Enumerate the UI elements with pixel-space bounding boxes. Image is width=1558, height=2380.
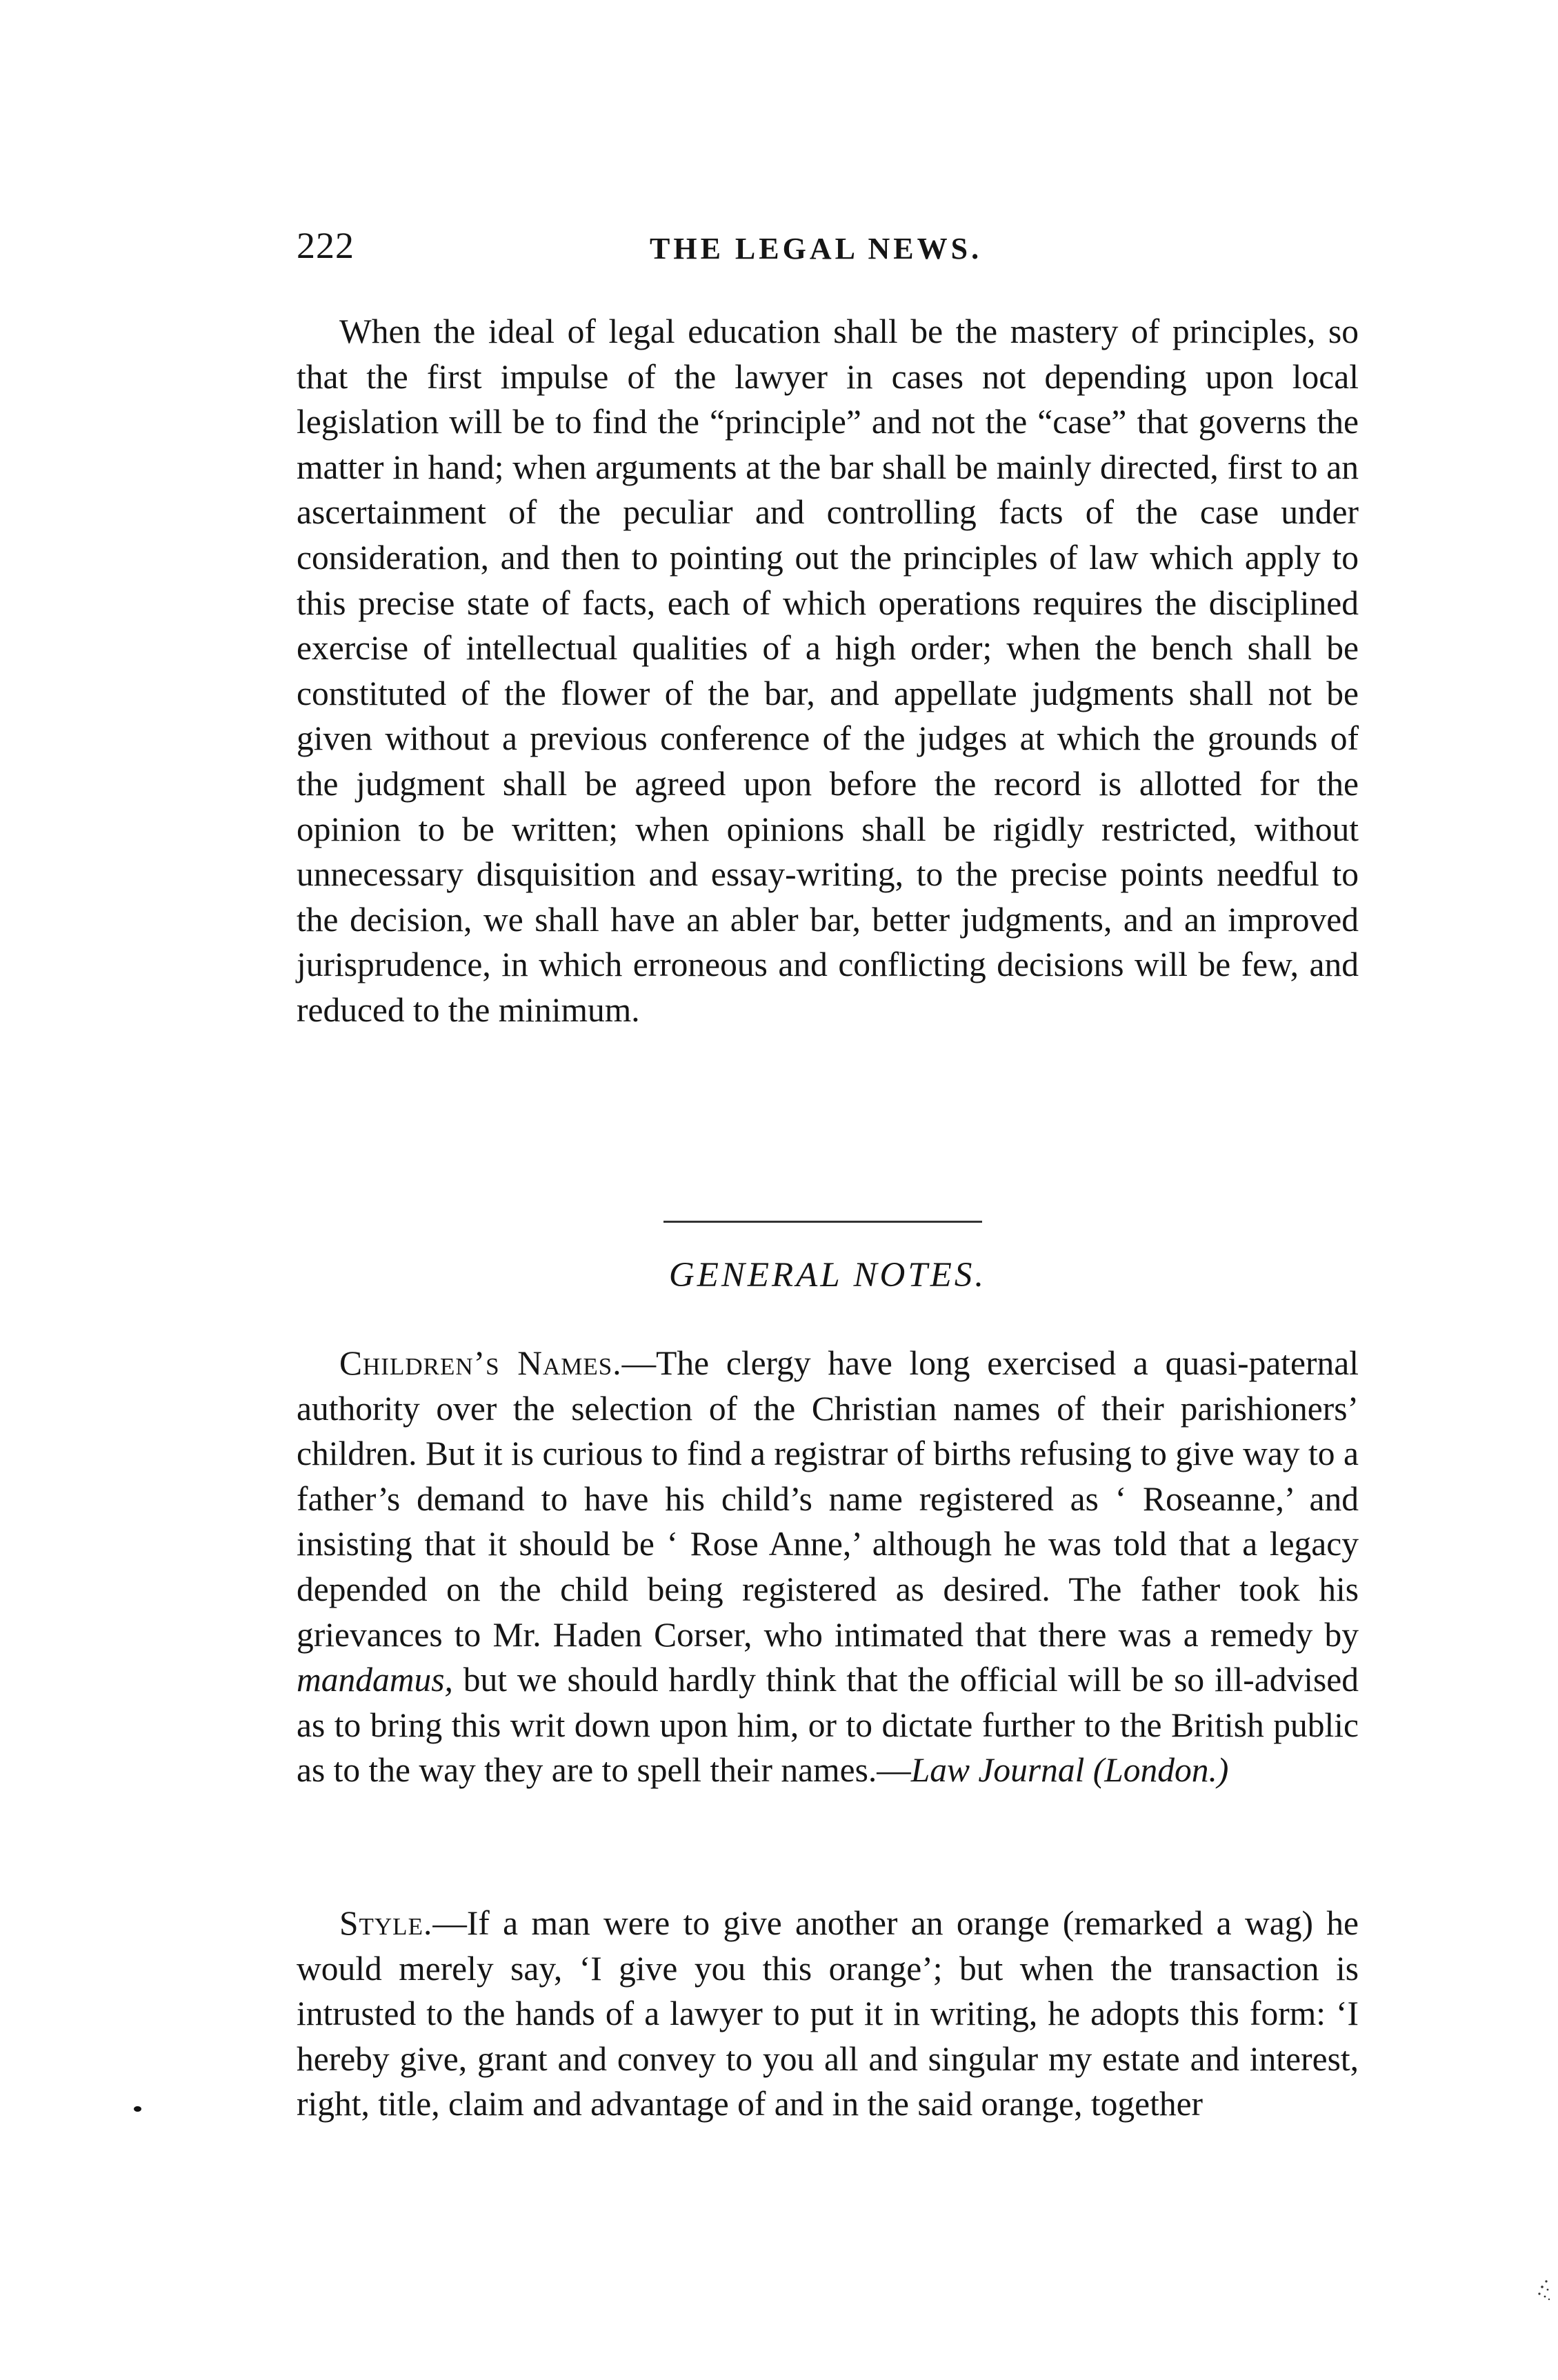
section-title: GENERAL NOTES. [668,1256,987,1294]
note-heading: Style. [339,1904,433,1942]
italic-term: mandamus, [297,1661,453,1699]
paragraph-text: When the ideal of legal education shall be the mastery of principles, so that the first impulse of the lawyer in cases not depending upon local legislation will be to find the “principle” and not the “case” that governs the matter in hand; when arguments at the bar shall be mainly directed, first to an ascertainment of the peculiar and controlling facts of the case under consideration, and then to pointing out the principles of law which apply to this precise state of facts, each of which operations requires the disciplined exercise of intellectual qualities of a high order; when the bench shall be constituted of the flower of the bar, and appellate judgments shall not be given without a previous conference of the judges at which the grounds of the judgment shall be agreed upon before the record is allotted for the opinion to be written; when opinions shall be rigidly restricted, without unnecessary disquisition and essay-writing, to the precise points needful to the decision, we shall have an abler bar, better judgments, and an improved jurisprudence, in which erroneous and conflicting decisions will be few, and reduced to the minimum. [297,312,1359,1029]
running-head: THE LEGAL NEWS. [650,232,983,266]
corner-ink-marks [1532,2276,1553,2303]
legal-education-paragraph [297,309,1359,1033]
note-text: —The clergy have long exercised a quasi-paternal authority over the selection of the Christian names of their parishioners’ children. But it is curious to find a registrar of births refusing to give way to a father’s demand to have his child’s name registered as ‘ Roseanne,’ and insisting that it should be ‘ Rose Anne,’ although he was told that a legacy depended on the child being registered as desired. The father took his grievances to Mr. Haden Corser, who intimated that there was a remedy by [297,1344,1359,1654]
page-header [297,224,1359,279]
note-text: —If a man were to give another an orange (remarked a wag) he would merely say, ‘I give you this orange’; but when the transaction is intrusted to the hands of a lawyer to put it in writing, he adopts this form: ‘I hereby give, grant and convey to you all and singular my estate and interest, right, title, claim and advantage of and in the said orange, together [297,1904,1359,2123]
ink-speck [134,2106,141,2112]
note-style [297,1901,1359,2127]
note-text-continued: but we should hardly think that the official will be so ill-advised as to bring this writ down upon him, or to dictate further to the British public as to the way they are to spell their names.— [297,1661,1359,1790]
page-number: 222 [297,225,354,266]
note-paragraph [297,1901,1359,2127]
note-childrens-names [297,1341,1359,1793]
section-divider [663,1221,982,1223]
note-heading: Children’s Names. [339,1344,622,1382]
note-paragraph [297,1341,1359,1793]
note-source: Law Journal (London.) [910,1751,1229,1790]
